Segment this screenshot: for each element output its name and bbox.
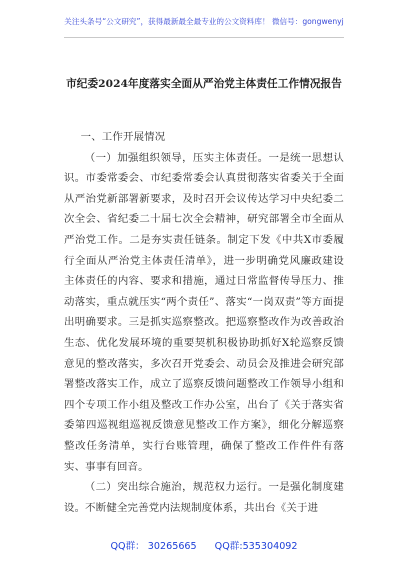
promo-banner: 关注头条号“公文研究”，获得最新最全最专业的公文资料库！ 微信号：gongwenyj (64, 17, 344, 26)
document-title: 市纪委2024年度落实全面从严治党主体责任工作情况报告 (66, 78, 342, 90)
body-paragraph: （一）加强组织领导，压实主体责任。一是统一思想认识。市委常委会、市纪委常委会认真贯彻落实省委关于全面从严治党新部署新要求，及时召开会议传达学习中央纪委二次全会、省纪委二十届七次全会精神，研究部署全市全面从严治党工作。二是夯实责任链条。制定下发《中共X市委履行全面从严治党主体责任清单》，进一步明确党风廉政建设主体责任的内容、要求和措施，通过日常监督传导压力、推动落实，重点就压实“两个责任”、落实“一岗双责”等方面提出明确要求。三是抓实巡察整改。把巡察整改作为改善政治生态、优化发展环境的重要契机积极协助抓好X轮巡察反馈意见的整改落实，多次召开党委会、动员会及推进会研究部署整改落实工作，成立了巡察反馈问题整改工作领导小组和四个专项工作小组及整改工作办公室，出台了《关于落实省委第四巡视组巡视反馈意见整改工作方案》，细化分解巡察整改任务清单，实行台账管理，确保了整改工作件件有落实、事事有回音。 (64, 151, 344, 473)
qq-group-2: QQ群:535304092 (214, 541, 298, 552)
body-paragraph: （二）突出综合施治，规范权力运行。一是强化制度建设。不断健全完善党内法规制度体系，共出台《关于进 (64, 481, 344, 514)
section-heading: 一、工作开展情况 (80, 131, 166, 143)
qq-group-1: QQ群： 30265665 (110, 541, 197, 552)
footer-contacts (0, 538, 408, 552)
document-body (64, 127, 344, 518)
header-divider (64, 37, 344, 38)
